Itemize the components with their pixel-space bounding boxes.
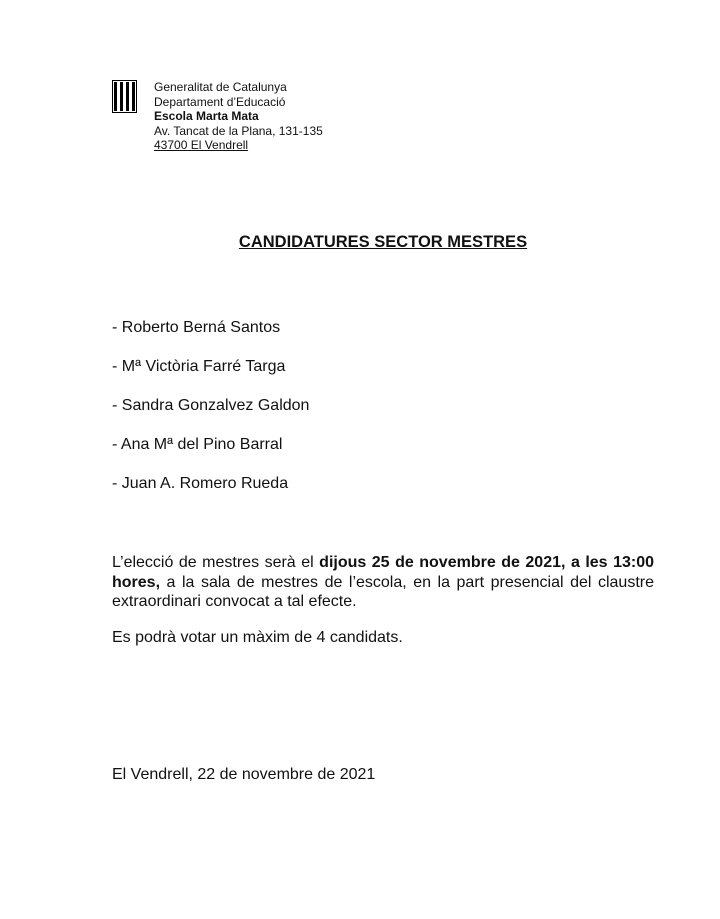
list-item: - Juan A. Romero Rueda xyxy=(112,475,289,492)
max-votes-text: Es podrà votar un màxim de 4 candidats. xyxy=(112,629,403,646)
letterhead-line: Departament d’Educació xyxy=(154,94,286,109)
paragraph-date-bold: dijous 25 de novembre de 2021, a les 13:00 hores, xyxy=(112,554,655,591)
date-line: El Vendrell, 22 de novembre de 2021 xyxy=(112,766,376,783)
letterhead xyxy=(154,80,323,153)
candidate-list xyxy=(112,318,309,513)
list-item: - Ana Mª del Pino Barral xyxy=(112,436,283,453)
school-name: Escola Marta Mata xyxy=(154,109,259,124)
paragraph-text: a la sala de mestres de l’escola, en la part presencial del claustre extraordinari convocat a tal efecte. xyxy=(112,573,654,611)
list-item: - Sandra Gonzalvez Galdon xyxy=(112,397,310,414)
paragraph-text: L’elecció de mestres serà el xyxy=(112,554,320,571)
letterhead-line: Generalitat de Catalunya xyxy=(154,80,287,94)
document-title: CANDIDATURES SECTOR MESTRES xyxy=(238,233,528,251)
generalitat-logo-icon xyxy=(112,80,137,113)
school-postal: 43700 El Vendrell xyxy=(154,138,249,153)
school-address: Av. Tancat de la Plana, 131-135 xyxy=(154,123,323,138)
list-item: - Roberto Berná Santos xyxy=(112,319,281,336)
election-paragraph xyxy=(112,553,654,612)
list-item: - Mª Victòria Farré Targa xyxy=(112,358,286,375)
